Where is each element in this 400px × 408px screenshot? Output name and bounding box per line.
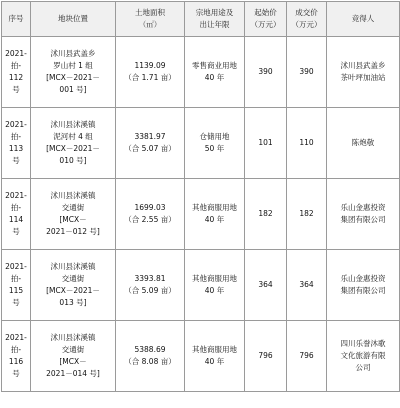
cell-start-price: 390 [245,37,287,108]
header-usage: 宗地用途及 出让年限 [185,2,245,37]
cell-start-price: 796 [245,321,287,392]
cell-winner: 四川乐誉沐歌 文化旅游有限 公司 [327,321,400,392]
cell-deal-price: 110 [287,108,327,179]
table-row [2,321,400,392]
header-deal-price: 成交价 （万元） [287,2,327,37]
cell-usage: 其他商服用地 40 年 [185,179,245,250]
cell-winner: 沭川县武盖乡 茶叶坪加油站 [327,37,400,108]
cell-usage: 零售商业用地 40 年 [185,37,245,108]
cell-start-price: 101 [245,108,287,179]
cell-location: 沭川县沭溪镇 交通街 [MCX－2021－ 013 号] [31,250,116,321]
cell-area: 3381.97 （合 5.07 亩） [116,108,185,179]
header-row [2,2,400,37]
cell-area: 3393.81 （合 5.09 亩） [116,250,185,321]
header-winner: 竞得人 [327,2,400,37]
cell-area: 5388.69 （合 8.08 亩） [116,321,185,392]
cell-usage: 其他商服用地 40 年 [185,250,245,321]
cell-seq: 2021- 拍- 116 号 [2,321,31,392]
cell-area: 1699.03 （合 2.55 亩） [116,179,185,250]
cell-location: 沭川县沭溪镇 交通街 [MCX－ 2021－012 号] [31,179,116,250]
cell-seq: 2021- 拍- 112 号 [2,37,31,108]
cell-start-price: 182 [245,179,287,250]
cell-area: 1139.09 （合 1.71 亩） [116,37,185,108]
header-start-price: 起始价 （万元） [245,2,287,37]
cell-location: 沭川县沭溪镇 泥河村 4 组 [MCX－2021－ 010 号] [31,108,116,179]
cell-usage: 仓储用地 50 年 [185,108,245,179]
cell-deal-price: 796 [287,321,327,392]
header-location: 地块位置 [31,2,116,37]
cell-winner: 乐山金惠投资 集团有限公司 [327,250,400,321]
cell-winner: 陈炮敬 [327,108,400,179]
cell-seq: 2021- 拍- 114 号 [2,179,31,250]
table-row [2,250,400,321]
header-area: 土地面积 （㎡） [116,2,185,37]
table-row [2,37,400,108]
cell-location: 沭川县沭溪镇 交通街 [MCX－ 2021－014 号] [31,321,116,392]
cell-deal-price: 390 [287,37,327,108]
cell-location: 沭川县武盖乡 罗山村 1 组 [MCX－2021－ 001 号] [31,37,116,108]
cell-winner: 乐山金惠投资 集团有限公司 [327,179,400,250]
table-row [2,108,400,179]
land-auction-table [1,1,400,392]
cell-seq: 2021- 拍- 113 号 [2,108,31,179]
cell-usage: 其他商服用地 40 年 [185,321,245,392]
header-seq: 序号 [2,2,31,37]
cell-deal-price: 182 [287,179,327,250]
table-row [2,179,400,250]
cell-seq: 2021- 拍- 115 号 [2,250,31,321]
cell-start-price: 364 [245,250,287,321]
cell-deal-price: 364 [287,250,327,321]
